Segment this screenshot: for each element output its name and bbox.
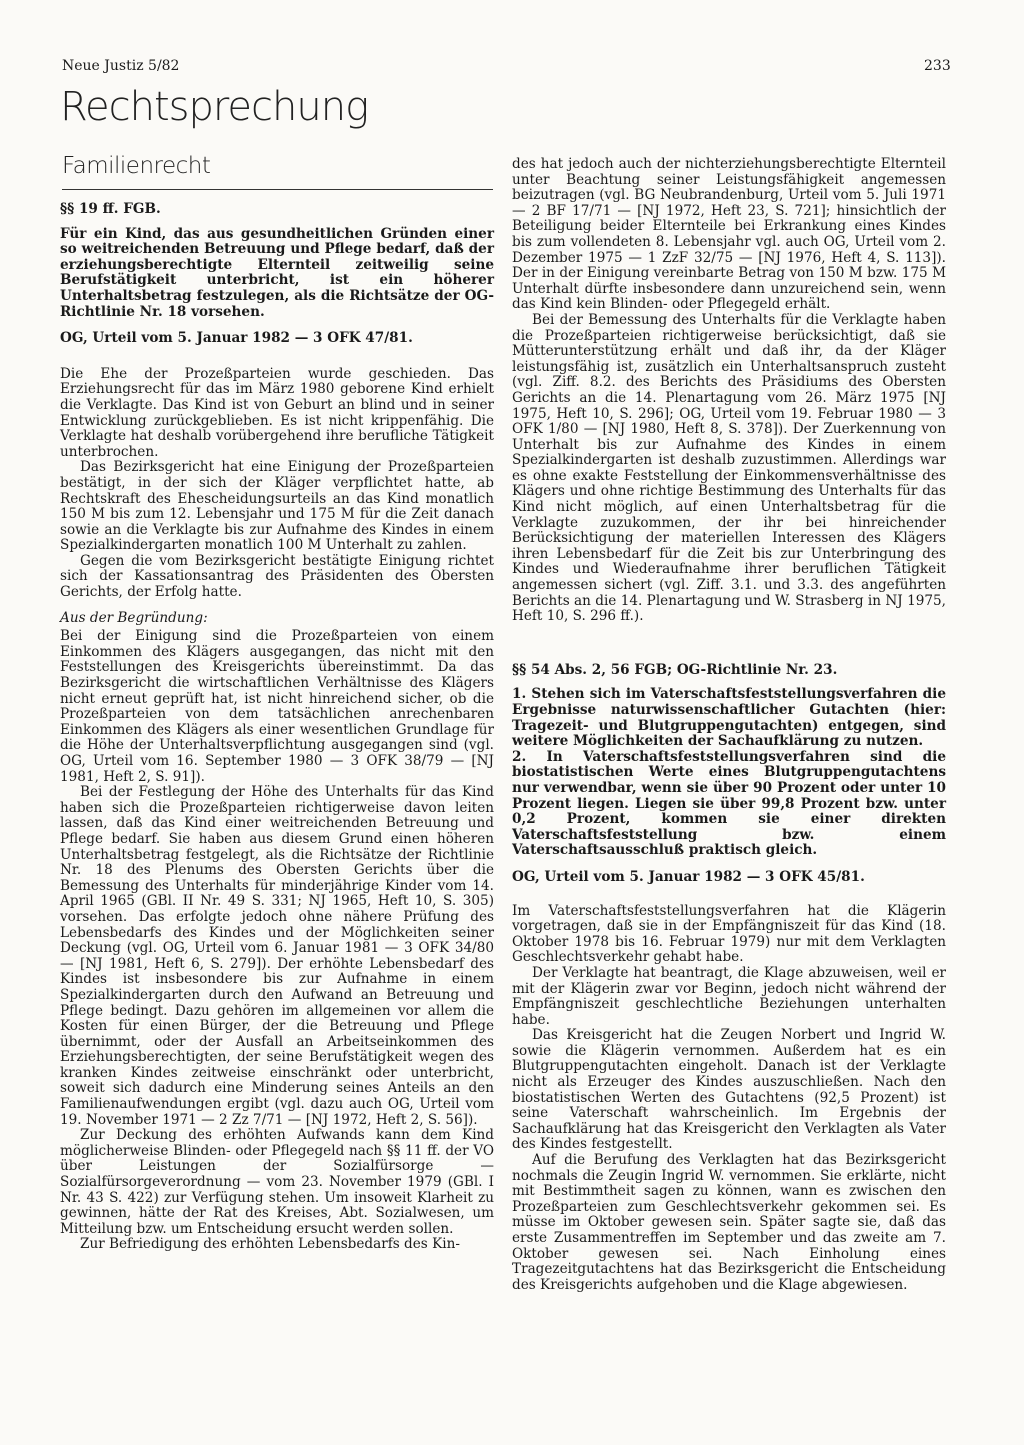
case2-fact-4: Auf die Berufung des Verklagten hat das Bezirksgericht nochmals die Zeugin Ingrid W. vernommen. Sie erklärte, nicht mit Bestimmtheit sagen zu können, wann es zwischen den Prozeßparteien zum Geschlechtsverkehr gekommen sei. Es müsse im Oktober gewesen sein. Später sagte sie, daß das erste Zusammentreffen im September und das zweite am 7. Oktober gewesen sei. Nach Einholung eines Tragezeitgutachtens hat das Bezirksgericht die Entscheidung des Kreisgerichts aufgehoben und die Klage abgewiesen. bbox=[512, 1152, 946, 1293]
right-column bbox=[512, 157, 946, 1293]
left-column bbox=[60, 202, 494, 1253]
case2-statute: §§ 54 Abs. 2, 56 FGB; OG-Richtlinie Nr. 23. bbox=[512, 661, 838, 678]
running-header-journal: Neue Justiz 5/82 bbox=[62, 58, 180, 74]
case1-fact-3: Gegen die vom Bezirksgericht bestätigte Einigung richtet sich der Kassationsantrag des Präsidenten des Obersten Gerichts, der Erfolg hatte. bbox=[60, 552, 494, 601]
case1-court: OG, Urteil vom 5. Januar 1982 — 3 OFK 47/81. bbox=[60, 330, 413, 347]
case1-reasons-heading: Aus der Begründung: bbox=[60, 609, 208, 626]
case1-statute: §§ 19 ff. FGB. bbox=[60, 201, 161, 217]
case1-fact-1: Die Ehe der Prozeßparteien wurde geschieden. Das Erziehungsrecht für das im März 1980 geborene Kind erhielt die Verklagte. Das Kind ist von Geburt an blind und in seiner Entwicklung zurückgeblieben. Es ist nicht krippenfähig. Die Verklagte hat deshalb vorübergehend ihre berufliche Tätigkeit unterbrochen. bbox=[60, 365, 494, 460]
case2-court: OG, Urteil vom 5. Januar 1982 — 3 OFK 45/81. bbox=[512, 868, 865, 885]
section-title: Rechtsprechung bbox=[60, 84, 369, 130]
subsection-title: Familienrecht bbox=[62, 153, 211, 179]
case1-reason-left-1: Bei der Einigung sind die Prozeßparteien von einem Einkommen des Klägers ausgegangen, das nicht mit den Feststellungen des Kreisgerichts übereinstimmt. Da das Bezirksgericht die wirtschaftlichen Verhältnisse des Klägers nicht erneut geprüft hat, ist nicht hinreichend sicher, ob die Prozeßparteien von dem tatsächlichen anrechenbaren Einkommen des Klägers als einer wesentlichen Grundlage für die Höhe der Unterhaltsverpflichtung ausgegangen sind (vgl. OG, Urteil vom 16. September 1980 — 3 OFK 38/79 — [NJ 1981, Heft 2, S. 91]). bbox=[60, 628, 494, 785]
case2-fact-3: Das Kreisgericht hat die Zeugen Norbert und Ingrid W. sowie die Klägerin vernommen. Außerdem hat es ein Blutgruppengutachten eingeholt. Danach ist der Verklagte nicht als Erzeuger des Kindes auszuschließen. Nach den biostatistischen Werten des Gutachtens (92,5 Prozent) ist seine Vaterschaft wahrscheinlich. Im Ergebnis der Sachaufklärung hat das Kreisgericht den Verklagten als Vater des Kindes festgestellt. bbox=[512, 1027, 946, 1153]
case2-fact-1: Im Vaterschaftsfeststellungsverfahren hat die Klägerin vorgetragen, daß sie in der Empfängniszeit für das Kind (18. Oktober 1978 bis 16. Februar 1979) nur mit dem Verklagten Geschlechtsverkehr gehabt habe. bbox=[512, 902, 946, 966]
case1-reason-left-2: Bei der Festlegung der Höhe des Unterhalts für das Kind haben sich die Prozeßparteien richtigerweise davon leiten lassen, daß das Kind einer weitreichenden Betreuung und Pflege bedarf. Sie haben aus diesem Grund einen höheren Unterhaltsbetrag festgelegt, als die Richtsätze der Richtlinie Nr. 18 des Plenums des Obersten Gerichts über die Bemessung des Unterhalts für minderjährige Kinder vom 14. April 1965 (GBl. II Nr. 49 S. 331; NJ 1965, Heft 10, S. 305) vorsehen. Das erfolgte jedoch ohne nähere Prüfung des Lebensbedarfs des Kindes und der Möglichkeiten seiner Deckung (vgl. OG, Urteil vom 6. Januar 1981 — 3 OFK 34/80 — [NJ 1981, Heft 6, S. 279]). Der erhöhte Lebensbedarf des Kindes ist insbesondere bis zur Aufnahme in einem Spezialkindergarten durch den Aufwand an Betreuung und Pflege bedingt. Dazu gehören im allgemeinen vor allem die Kosten für einen Bürger, der die Betreuung und Pflege übernimmt, oder der Ausfall an Arbeitseinkommen des Erziehungsberechtigten, der seine Berufstätigkeit wegen des kranken Kindes zeitweise einschränkt oder unterbricht, soweit sich dadurch eine Minderung seines Anteils an den Familienaufwendungen ergibt (vgl. dazu auch OG, Urteil vom 19. November 1971 — 2 Zz 7/71 — [NJ 1972, Heft 2, S. 56]). bbox=[60, 784, 494, 1128]
page-number: 233 bbox=[924, 58, 951, 74]
case2-headnote-1: 1. Stehen sich im Vaterschaftsfeststellungsverfahren die Ergebnisse naturwissenschaftlicher Gutachten (hier: Tragezeit- und Blutgruppengutachten) entgegen, sind weitere Möglichkeiten der Sachaufklärung zu nutzen. bbox=[512, 686, 946, 750]
case2-fact-2: Der Verklagte hat beantragt, die Klage abzuweisen, weil er mit der Klägerin zwar vor Beginn, jedoch nicht während der Empfängniszeit geschlechtliche Beziehungen unterhalten habe. bbox=[512, 964, 946, 1028]
case1-reason-left-3: Zur Deckung des erhöhten Aufwands kann dem Kind möglicherweise Blinden- oder Pflegegeld nach §§ 11 ff. der VO über Leistungen der Sozialfürsorge — Sozialfürsorgeverordnung — vom 23. November 1979 (GBl. I Nr. 43 S. 422) zur Verfügung stehen. Um insoweit Klarheit zu gewinnen, hätte der Rat des Kreises, Abt. Sozialwesen, um Mitteilung bzw. um Entscheidung ersucht werden sollen. bbox=[60, 1127, 494, 1237]
case2-headnote-2: 2. In Vaterschaftsfeststellungsverfahren sind die biostatistischen Werte eines Blutgruppengutachtens nur verwendbar, wenn sie über 90 Prozent oder unter 10 Prozent liegen. Liegen sie über 99,8 Prozent bzw. unter 0,2 Prozent, kommen sie einer direkten Vaterschaftsfeststellung bzw. einem Vaterschaftsausschluß praktisch gleich. bbox=[512, 748, 946, 859]
case1-reason-right-1: des hat jedoch auch der nichterziehungsberechtigte Elternteil unter Beachtung seiner Leistungsfähigkeit angemessen beizutragen (vgl. BG Neubrandenburg, Urteil vom 5. Juli 1971 — 2 BF 17/71 — [NJ 1972, Heft 23, S. 721]; hinsichtlich der Beteiligung beider Elternteile bei Erkrankung eines Kindes bis zum vollendeten 8. Lebensjahr vgl. auch OG, Urteil vom 2. Dezember 1975 — 1 ZzF 32/75 — [NJ 1976, Heft 4, S. 113]). Der in der Einigung vereinbarte Betrag von 150 M bzw. 175 M Unterhalt dürfte insbesondere dann unzureichend sein, wenn das Kind kein Blinden- oder Pflegegeld erhält. bbox=[512, 156, 946, 313]
subsection-rule bbox=[62, 189, 493, 190]
case1-fact-2: Das Bezirksgericht hat eine Einigung der Prozeßparteien bestätigt, in der sich der Kläger verpflichtet hatte, ab Rechtskraft des Ehescheidungsurteils an das Kind monatlich 150 M bis zum 12. Lebensjahr und 175 M für die Zeit danach sowie an die Verklagte bis zur Aufnahme des Kindes in einem Spezialkindergarten monatlich 100 M Unterhalt zu zahlen. bbox=[60, 459, 494, 554]
case1-reason-left-4: Zur Befriedigung des erhöhten Lebensbedarfs des Kin- bbox=[80, 1236, 460, 1253]
case1-reason-right-2: Bei der Bemessung des Unterhalts für die Verklagte haben die Prozeßparteien richtigerweise berücksichtigt, daß sie Mütterunterstützung erhält und daß ihr, da der Kläger leistungsfähig ist, zusätzlich ein Unterhaltsanspruch zusteht (vgl. Ziff. 8.2. des Berichts des Präsidiums des Obersten Gerichts an die 14. Plenartagung vom 26. März 1975 [NJ 1975, Heft 10, S. 296]; OG, Urteil vom 19. Februar 1980 — 3 OFK 1/80 — [NJ 1980, Heft 8, S. 378]). Der Zuerkennung von Unterhalt bis zur Aufnahme des Kindes in einem Spezialkindergarten ist deshalb zuzustimmen. Allerdings war es ohne exakte Feststellung der Einkommensverhältnisse des Klägers und ohne richtige Bestimmung des Unterhalts für das Kind nicht möglich, auf einen Unterhaltsbetrag für die Verklagte zuzukommen, der ihr bei hinreichender Berücksichtigung der materiellen Interessen des Klägers ihren Lebensbedarf für die Zeit bis zur Unterbringung des Kindes und Wiederaufnahme ihrer beruflichen Tätigkeit angemessen sichert (vgl. Ziff. 3.1. und 3.3. des angeführten Berichts an die 14. Plenartagung und W. Strasberg in NJ 1975, Heft 10, S. 296 ff.). bbox=[512, 311, 946, 625]
case1-headnote: Für ein Kind, das aus gesundheitlichen Gründen einer so weitreichenden Betreuung und Pflege bedarf, daß der erziehungsberechtigte Elternteil zeitweilig seine Berufstätigkeit unterbricht, ist ein höherer Unterhaltsbetrag festzulegen, als die Richtsätze der OG-Richtlinie Nr. 18 vorsehen. bbox=[60, 225, 494, 320]
